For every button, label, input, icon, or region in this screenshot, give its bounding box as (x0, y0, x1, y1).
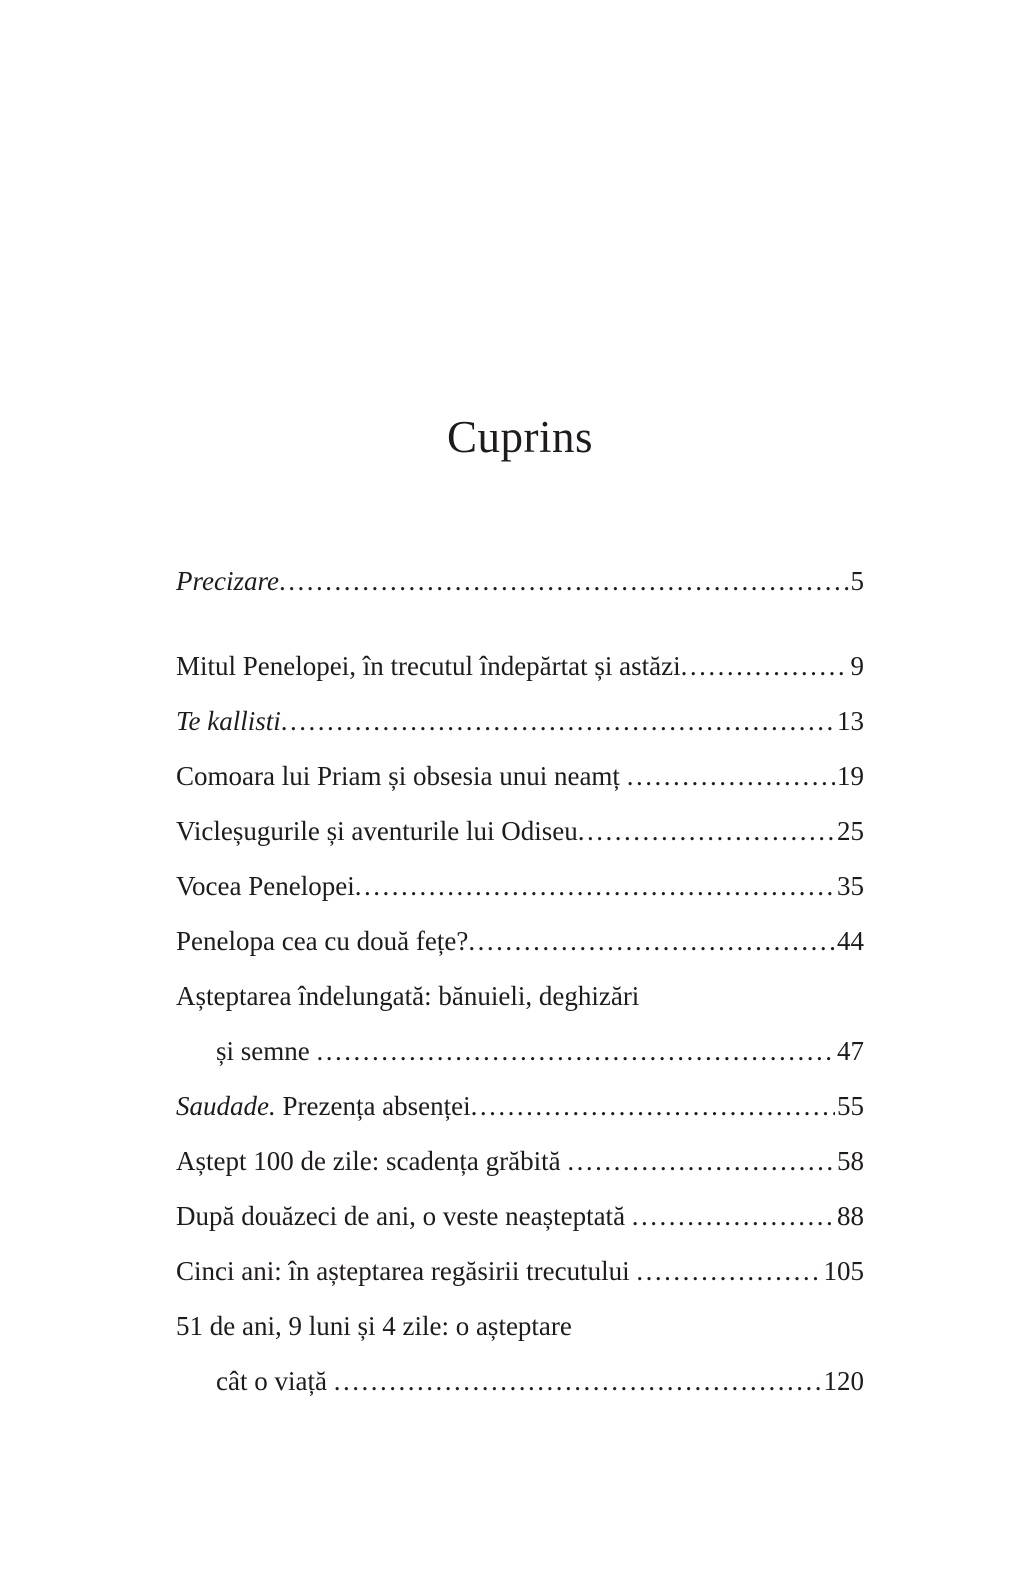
toc-dots-leader (636, 1255, 821, 1288)
toc-content (176, 0, 864, 1420)
toc-page-number: 13 (837, 706, 864, 737)
toc-page-number: 35 (837, 871, 864, 902)
toc-dots-leader (681, 650, 849, 683)
toc-entry-text: Mitul Penelopei, în trecutul îndepărtat și astăzi (176, 651, 681, 682)
toc-entry-text: 51 de ani, 9 luni și 4 zile: o așteptare (176, 1311, 572, 1342)
toc-dots-leader (578, 815, 835, 848)
toc-entry (176, 1090, 864, 1123)
toc-entry-text: Vicleșugurile și aventurile lui Odiseu (176, 816, 578, 847)
toc-entry-first-line (176, 1310, 864, 1343)
toc-entry-text: După douăzeci de ani, o veste neașteptată (176, 1201, 632, 1232)
toc-entry (176, 1365, 864, 1398)
toc-entry (176, 760, 864, 793)
page-title: Cuprins (446, 412, 593, 462)
toc-dots-leader (317, 1035, 836, 1068)
toc-dots-leader (279, 565, 849, 598)
toc-entry (176, 650, 864, 683)
toc-page-number: 9 (850, 651, 864, 682)
toc-entry (176, 1035, 864, 1068)
toc-dots-leader (468, 925, 835, 958)
toc-page-number: 47 (837, 1036, 864, 1067)
toc-page-number: 105 (823, 1256, 864, 1287)
toc-entry (176, 815, 864, 848)
toc-entry (176, 1200, 864, 1233)
toc-list (176, 565, 864, 1398)
toc-entry (176, 705, 864, 738)
toc-entry-text: Comoara lui Priam și obsesia unui neamț (176, 761, 627, 792)
toc-dots-leader (355, 870, 835, 903)
toc-entry-text: Vocea Penelopei (176, 871, 355, 902)
toc-entry (176, 1145, 864, 1178)
toc-entry-text: Aștept 100 de zile: scadența grăbită (176, 1146, 568, 1177)
toc-entry (176, 925, 864, 958)
toc-dots-leader (334, 1365, 822, 1398)
toc-entry-text: Te kallisti (176, 706, 281, 737)
toc-page-number: 88 (837, 1201, 864, 1232)
toc-page-number: 120 (823, 1366, 864, 1397)
toc-page-number: 58 (837, 1146, 864, 1177)
toc-page-number: 44 (837, 926, 864, 957)
toc-dots-leader (471, 1090, 835, 1123)
toc-entry-text: Saudade. Prezența absenței (176, 1091, 471, 1122)
toc-dots-leader (281, 705, 835, 738)
toc-entry-text: Precizare (176, 566, 279, 597)
toc-entry-text: cât o viață (216, 1366, 334, 1397)
toc-dots-leader (627, 760, 835, 793)
toc-entry-text: și semne (216, 1036, 317, 1067)
toc-dots-leader (567, 1145, 835, 1178)
toc-page-number: 55 (837, 1091, 864, 1122)
toc-entry-text: Așteptarea îndelungată: bănuieli, deghizări (176, 981, 640, 1012)
toc-dots-leader (632, 1200, 835, 1233)
toc-entry (176, 870, 864, 903)
toc-page-number: 25 (837, 816, 864, 847)
toc-entry-first-line (176, 980, 864, 1013)
toc-page-number: 19 (837, 761, 864, 792)
toc-page-number: 5 (850, 566, 864, 597)
toc-entry-text: Penelopa cea cu două fețe? (176, 926, 469, 957)
toc-entry (176, 565, 864, 598)
toc-entry (176, 1255, 864, 1288)
toc-entry-text: Cinci ani: în așteptarea regăsirii trecutului (176, 1256, 637, 1287)
